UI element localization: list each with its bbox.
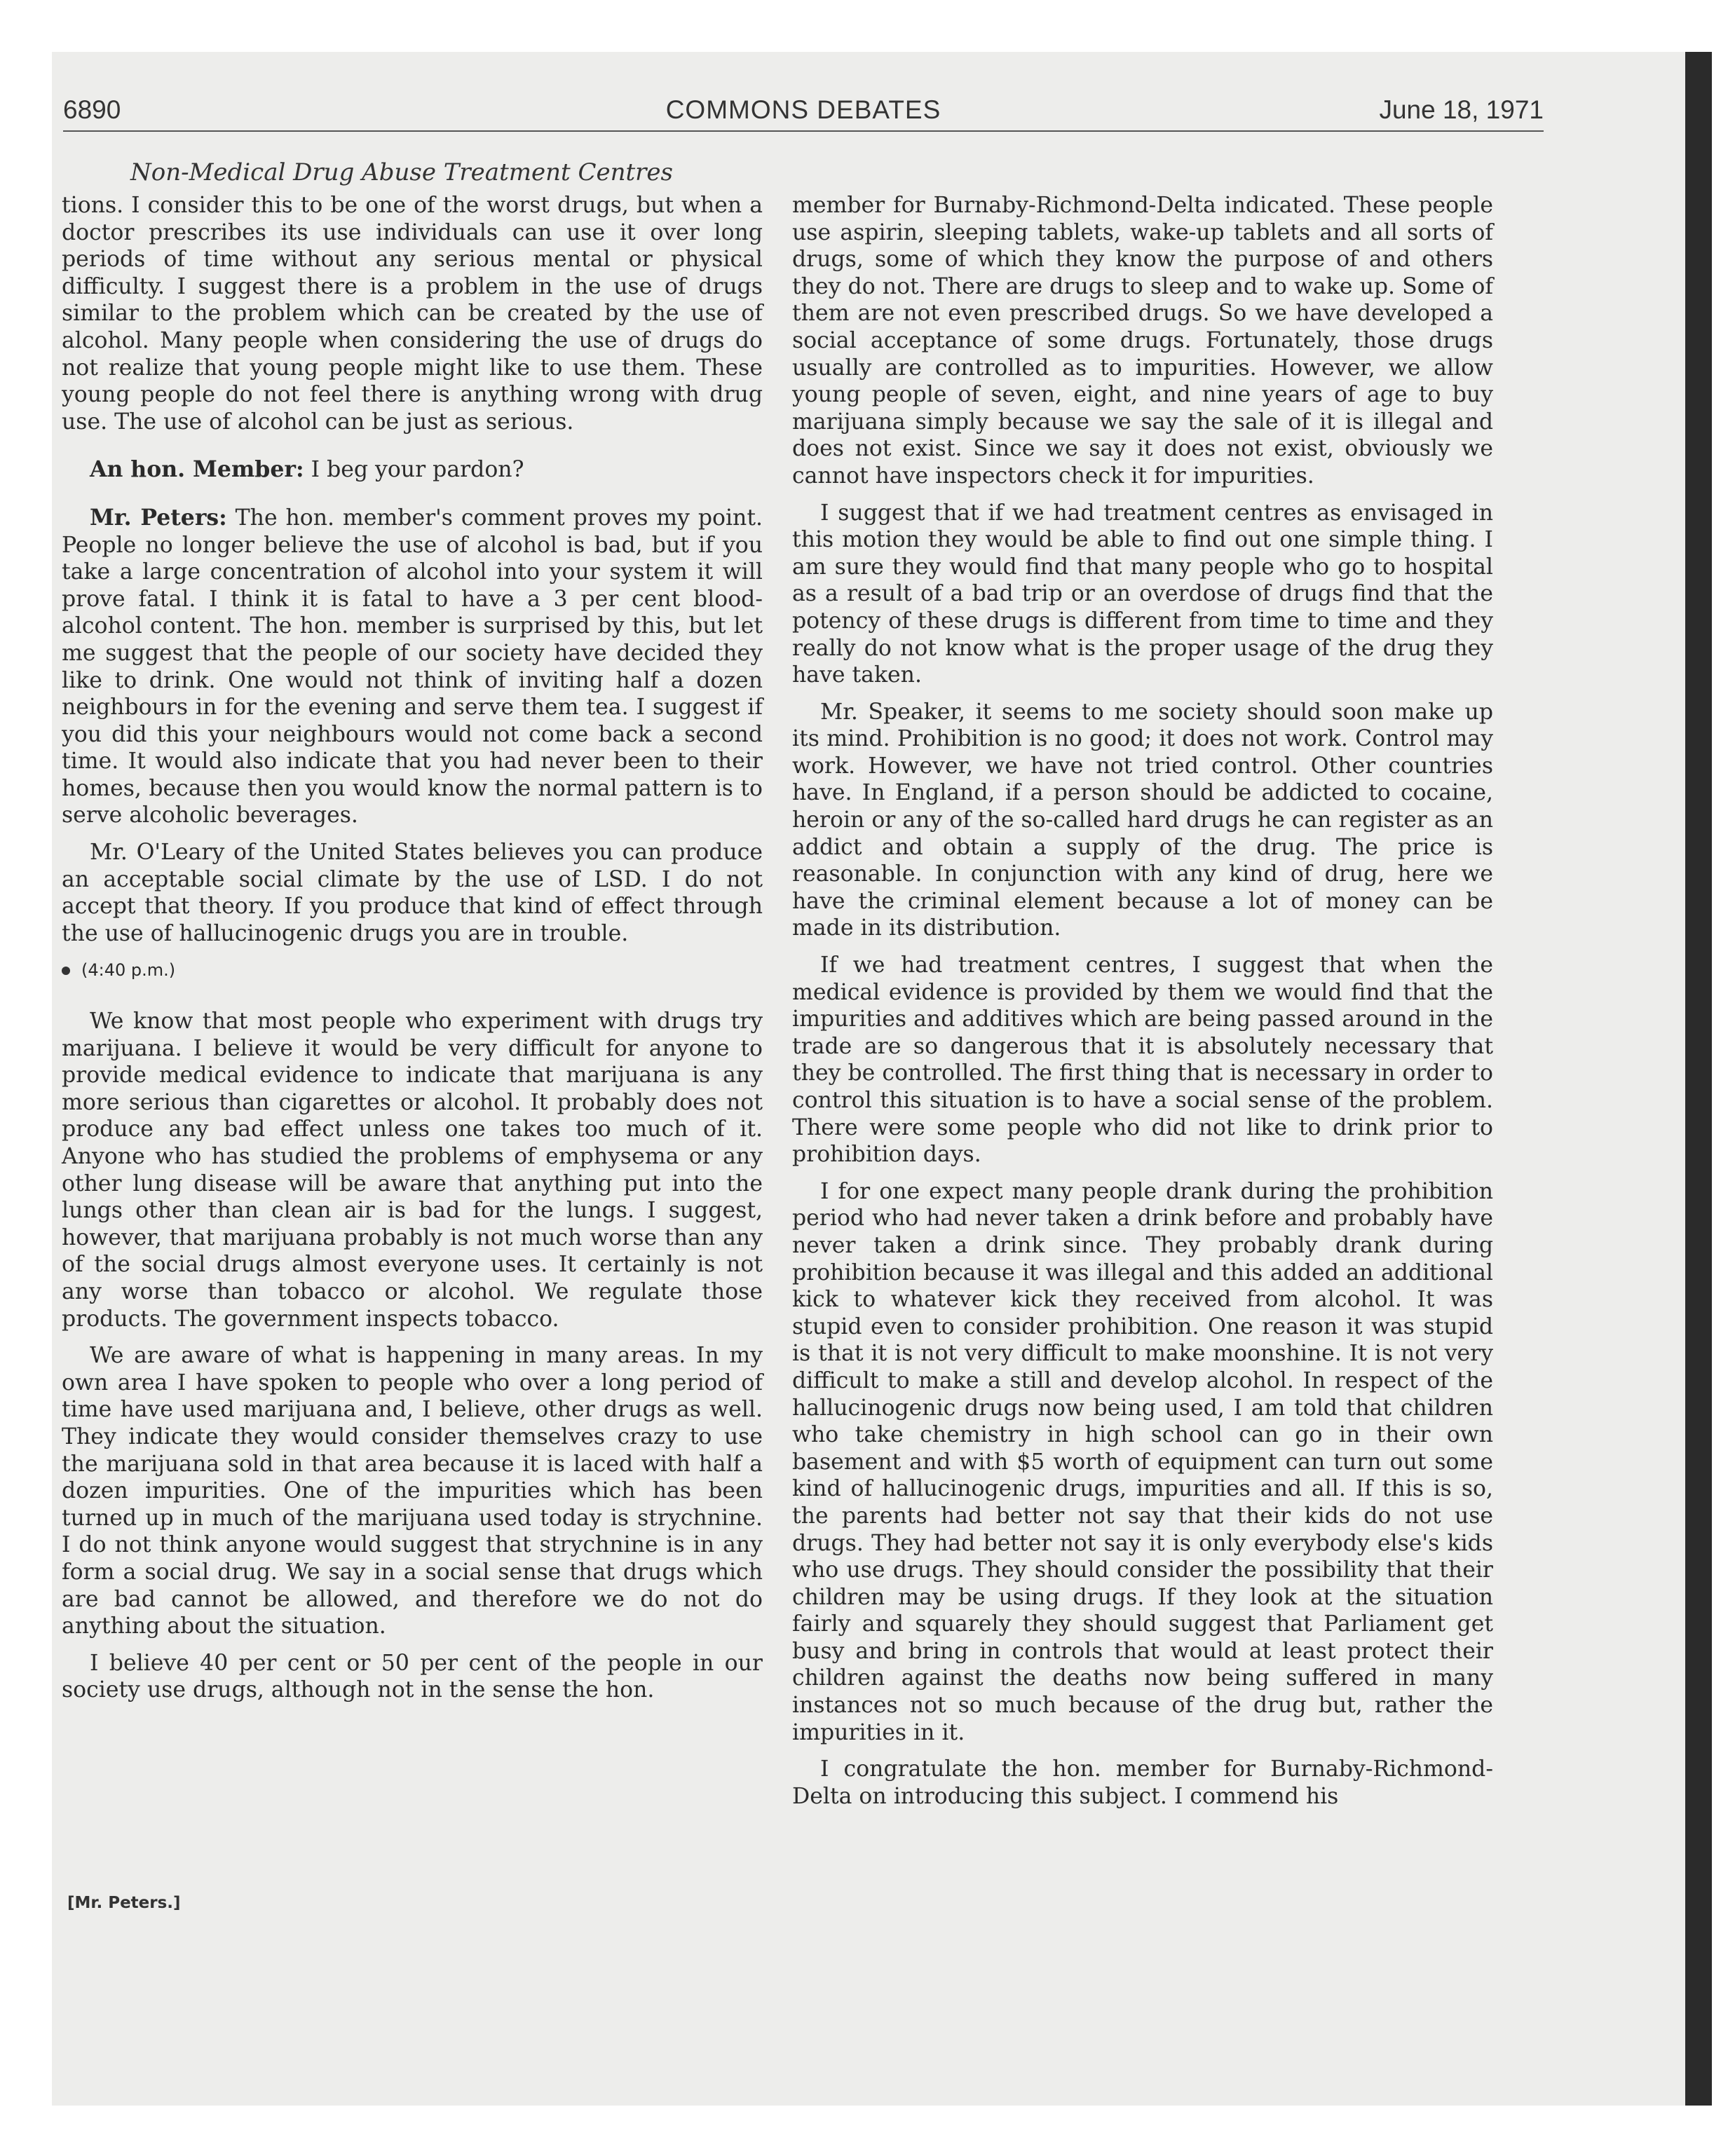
speaker-footer-note: [Mr. Peters.] [67,1894,181,1912]
page-header [63,95,1544,132]
paragraph: We are aware of what is happening in many areas. In my own area I have spoken to people who over a long period of time have used marijuana and, I believe, other drugs as well. They indicate they would consider themselves crazy to use the marijuana sold in that area because it is laced with half a dozen impurities. One of the impurities which has been turned up in much of the marijuana used today is strychnine. I do not think anyone would suggest that strychnine is in any form a social drug. We say in a social sense that drugs which are bad cannot be allowed, and therefore we do not do anything about the situation. [62,1343,763,1639]
publication-title: COMMONS DEBATES [665,95,941,124]
paragraph: If we had treatment centres, I suggest that when the medical evidence is provided by them we would find that the impurities and additives which are being passed around in the trade are so dangerous that it is absolutely necessary that they be controlled. The first thing that is necessary in order to control this situation is to have a social sense of the problem. There were some people who did not like to drink prior to prohibition days. [792,953,1493,1168]
speaker-paragraph [62,456,763,484]
speaker-text: The hon. member's comment proves my point. People no longer believe the use of alcohol is bad, but if you take a large concentration of alcohol into your system it will prove fatal. I think it is fatal to have a 3 per cent blood-alcohol content. The hon. member is surprised by this, but let me suggest that the people of our society have decided they like to drink. One would not think of inviting half a dozen neighbours in for the evening and serve them tea. I suggest if you did this your neighbours would not come back a second time. It would also indicate that you had never been to their homes, because then you would know the normal pattern is to serve alcoholic beverages. [62,505,763,828]
paragraph: I suggest that if we had treatment centres as envisaged in this motion they would be able to find out one simple thing. I am sure they would find that many people who go to hospital as a result of a bad trip or an overdose of drugs find that the potency of these drugs is different from time to time and they really do not know what is the proper usage of the drug they have taken. [792,500,1493,688]
paragraph: Mr. O'Leary of the United States believes you can produce an acceptable social climate by the use of LSD. I do not accept that theory. If you produce that kind of effect through the use of hallucinogenic drugs you are in trouble. [62,840,763,946]
left-column [62,192,763,1714]
paragraph: We know that most people who experiment with drugs try marijuana. I believe it would be very difficult for anyone to provide medical evidence to indicate that marijuana is any more serious than cigarettes or alcohol. It probably does not produce any bad effect unless one takes too much of it. Anyone who has studied the problems of emphysema or any other lung disease will be aware that anything put into the lungs other than clean air is bad for the lungs. I suggest, however, that marijuana probably is not much worse than any of the social drugs almost everyone uses. It certainly is not any worse than tobacco or alcohol. We regulate those products. The government inspects tobacco. [62,1009,763,1332]
paragraph: I for one expect many people drank during the prohibition period who had never taken a drink before and probably have never taken a drink since. They probably drank during prohibition because it was illegal and this added an additional kick to whatever kick they received from alcohol. It was stupid even to consider prohibition. One reason it was stupid is that it is not very difficult to make moonshine. It is not very difficult to make a still and develop alcohol. In respect of the hallucinogenic drugs now being used, I am told that children who take chemistry in high school can go in their own basement and with $5 worth of equipment can turn out some kind of hallucinogenic drugs, impurities and all. If this is so, the parents had better not say that their kids do not use drugs. They had better not say it is only everybody else's kids who use drugs. They should consider the possibility that their children may be using drugs. If they look at the situation fairly and squarely they should suggest that Parliament get busy and bring in controls that would at least protect their children against the deaths now being suffered in many instances not so much because of the drug but, rather the impurities in it. [792,1178,1493,1745]
scan-edge-bar [1685,52,1712,2106]
time-marker [62,957,763,984]
paragraph: member for Burnaby-Richmond-Delta indicated. These people use aspirin, sleeping tablets, wake-up tablets and all sorts of drugs, some of which they know the purpose of and others they do not. There are drugs to sleep and to wake up. Some of them are not even prescribed drugs. So we have developed a social acceptance of some drugs. Fortunately, those drugs usually are controlled as to impurities. However, we allow young people of seven, eight, and nine years of age to buy marijuana simply because we say the sale of it is illegal and does not exist. Since we say it does not exist, obviously we cannot have inspectors check it for impurities. [792,193,1493,489]
right-column [792,192,1493,1820]
section-subheading: Non-Medical Drug Abuse Treatment Centres [130,158,673,186]
page-number: 6890 [63,95,121,124]
speaker-paragraph [62,505,763,829]
paragraph: I congratulate the hon. member for Burnaby-Richmond-Delta on introducing this subject. I commend his [792,1756,1493,1809]
speaker-name: An hon. Member: [90,456,304,483]
paragraph: Mr. Speaker, it seems to me society should soon make up its mind. Prohibition is no good; it does not work. Control may work. However, we have not tried control. Other countries have. In England, if a person should be addicted to cocaine, heroin or any of the so-called hard drugs he can register as an addict and obtain a supply of the drug. The price is reasonable. In conjunction with any kind of drug, here we have the criminal element because a lot of money can be made in its distribution. [792,699,1493,941]
bullet-icon [62,967,70,975]
speaker-text: I beg your pardon? [311,457,524,483]
speaker-name: Mr. Peters: [90,504,227,531]
header-date: June 18, 1971 [1379,95,1544,124]
paragraph: tions. I consider this to be one of the worst drugs, but when a doctor prescribes its use individuals can use it over long periods of time without any serious mental or physical difficulty. I suggest there is a problem in the use of drugs similar to the problem which can be created by the use of alcohol. Many people when considering the use of drugs do not realize that young people might like to use them. These young people do not feel there is anything wrong with drug use. The use of alcohol can be just as serious. [62,193,763,435]
paragraph: I believe 40 per cent or 50 per cent of the people in our society use drugs, although not in the sense the hon. [62,1650,763,1703]
time-text: (4:40 p.m.) [81,960,176,981]
